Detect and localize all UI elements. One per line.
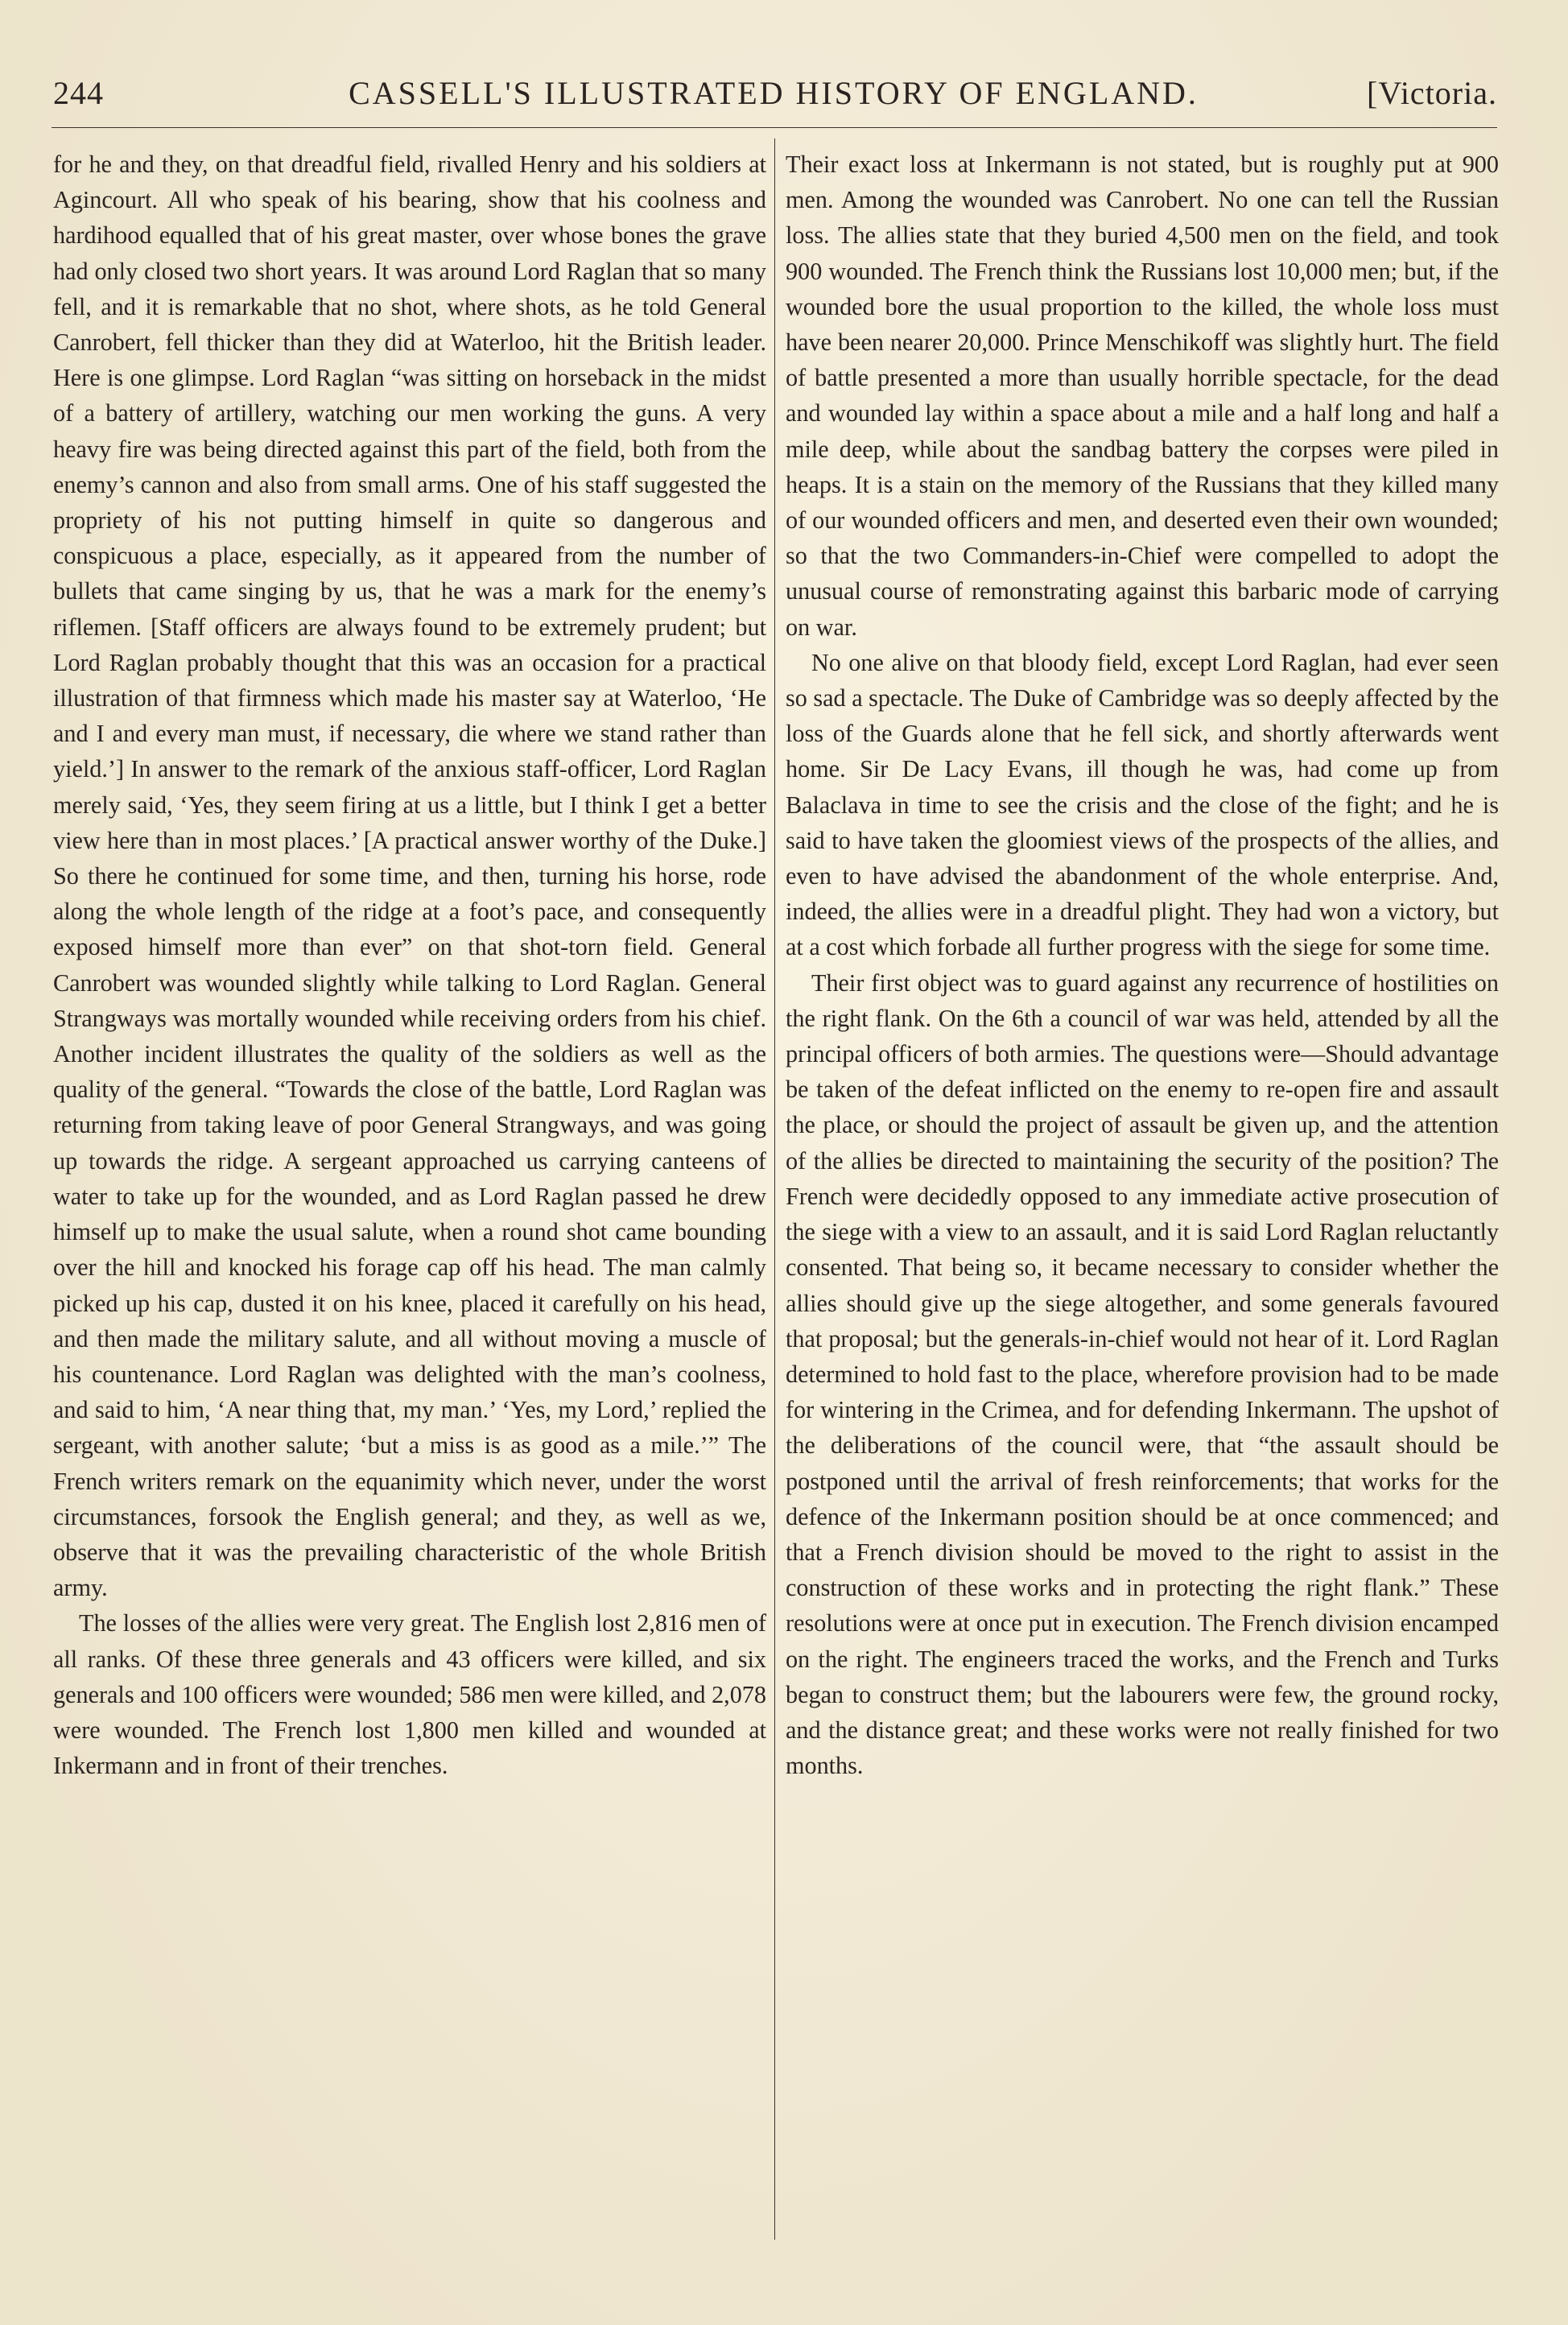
page-number: 244	[53, 75, 104, 111]
header-rule	[52, 127, 1497, 128]
reign-heading: [Victoria.	[1367, 75, 1497, 111]
paragraph: No one alive on that bloody field, except Lord Raglan, had ever seen so sad a spectacle. The Duke of Cambridge was so deeply affected by the loss of the Guards alone that he fell sick, and shortly afterwards went home. Sir De Lacy Evans, ill though he was, had come up from Balaclava in time to see the crisis and the close of the fight; and he is said to have taken the gloomiest views of the prospects of the allies, and even to have advised the abandonment of the whole enterprise. And, indeed, the allies were in a dreadful plight. They had won a victory, but at a cost which forbade all further progress with the siege for some time.	[786, 648, 1499, 961]
left-column	[53, 147, 766, 2248]
paragraph: Their first object was to guard against any recurrence of hostilities on the right flank. On the 6th a council of war was held, attended by all the principal officers of both armies. The questions were—Should advantage be taken of the defeat inflicted on the enemy to re-open fire and assault the place, or should the project of assault be given up, and the attention of the allies be directed to maintaining the security of the position? The French were decidedly opposed to any immediate active prosecution of the siege with a view to an assault, and it is said Lord Raglan reluctantly consented. That being so, it became necessary to consider whether the allies should give up the siege altogether, and some generals favoured that proposal; but the generals-in-chief would not hear of it. Lord Raglan determined to hold fast to the place, wherefore provision had to be made for wintering in the Crimea, and for defending Inkermann. The upshot of the deliberations of the council were, that “the assault should be postponed until the arrival of fresh reinforcements; that works for the defence of the Inkermann position should be at once commenced; and that a French division should be moved to the right to assist in the construction of these works and in protecting the right flank.” These resolutions were at once put in execution. The French division encamped on the right. The engineers traced the works, and the French and Turks began to construct them; but the labourers were few, the ground rocky, and the distance great; and these works were not really finished for two months.	[786, 968, 1499, 1780]
right-column	[786, 147, 1499, 2248]
column-divider	[774, 138, 775, 2240]
paragraph: for he and they, on that dreadful field, rivalled Henry and his soldiers at Agincourt. All who speak of his bearing, show that his coolness and hardihood equalled that of his great master, over whose bones the grave had only closed two short years. It was around Lord Raglan that so many fell, and it is remarkable that no shot, where shots, as he told General Canrobert, fell thicker than they did at Waterloo, hit the British leader. Here is one glimpse. Lord Raglan “was sitting on horseback in the midst of a battery of artillery, watching our men working the guns. A very heavy fire was being directed against this part of the field, both from the enemy’s cannon and also from small arms. One of his staff suggested the propriety of his not putting himself in quite so dangerous and conspicuous a place, especially, as it appeared from the number of bullets that came singing by us, that he was a mark for the enemy’s riflemen. [Staff officers are always found to be extremely prudent; but Lord Raglan probably thought that this was an occasion for a practical illustration of that firmness which made his master say at Waterloo, ‘He and I and every man must, if necessary, die where we stand rather than yield.’] In answer to the remark of the anxious staff-officer, Lord Raglan merely said, ‘Yes, they seem firing at us a little, but I think I get a better view here than in most places.’ [A practical answer worthy of the Duke.] So there he continued for some time, and then, turning his horse, rode along the whole length of the ridge at a foot’s pace, and consequently exposed himself more than ever” on that shot-torn field. General Canrobert was wounded slightly while talking to Lord Raglan. General Strangways was mortally wounded while receiving orders from his chief. Another incident illustrates the quality of the soldiers as well as the quality of the general. “Towards the close of the battle, Lord Raglan was returning from taking leave of poor General Strangways, and was going up towards the ridge. A sergeant approached us carrying canteens of water to take up for the wounded, and as Lord Raglan passed he drew himself up to make the usual salute, when a round shot came bounding over the hill and knocked his forage cap off his head. The man calmly picked up his cap, dusted it on his knee, placed it carefully on his head, and then made the military salute, and all without moving a muscle of his countenance. Lord Raglan was delighted with the man’s coolness, and said to him, ‘A near thing that, my man.’ ‘Yes, my Lord,’ replied the sergeant, with another salute; ‘but a miss is as good as a mile.’” The French writers remark on the equanimity which never, under the worst circumstances, forsook the English general; and they, as well as we, observe that it was the prevailing characteristic of the whole British army.	[53, 151, 766, 1602]
running-head	[53, 74, 1497, 116]
paragraph: Their exact loss at Inkermann is not stated, but is roughly put at 900 men. Among the wounded was Canrobert. No one can tell the Russian loss. The allies state that they buried 4,500 men on the field, and took 900 wounded. The French think the Russians lost 10,000 men; but, if the wounded bore the usual proportion to the killed, the whole loss must have been nearer 20,000. Prince Menschikoff was slightly hurt. The field of battle presented a more than usually horrible spectacle, for the dead and wounded lay within a space about a mile and a half long and half a mile deep, while about the sandbag battery the corpses were piled in heaps. It is a stain on the memory of the Russians that they killed many of our wounded officers and men, and deserted even their own wounded; so that the two Commanders-in-Chief were compelled to adopt the unusual course of remonstrating against this barbaric mode of carrying on war.	[786, 151, 1499, 641]
running-title: CASSELL'S ILLUSTRATED HISTORY OF ENGLAND.	[349, 75, 1199, 111]
paragraph: The losses of the allies were very great. The English lost 2,816 men of all ranks. Of these three generals and 43 officers were killed, and six generals and 100 officers were wounded; 586 men were killed, and 2,078 were wounded. The French lost 1,800 men killed and wounded at Inkermann and in front of their trenches.	[53, 1609, 766, 1780]
